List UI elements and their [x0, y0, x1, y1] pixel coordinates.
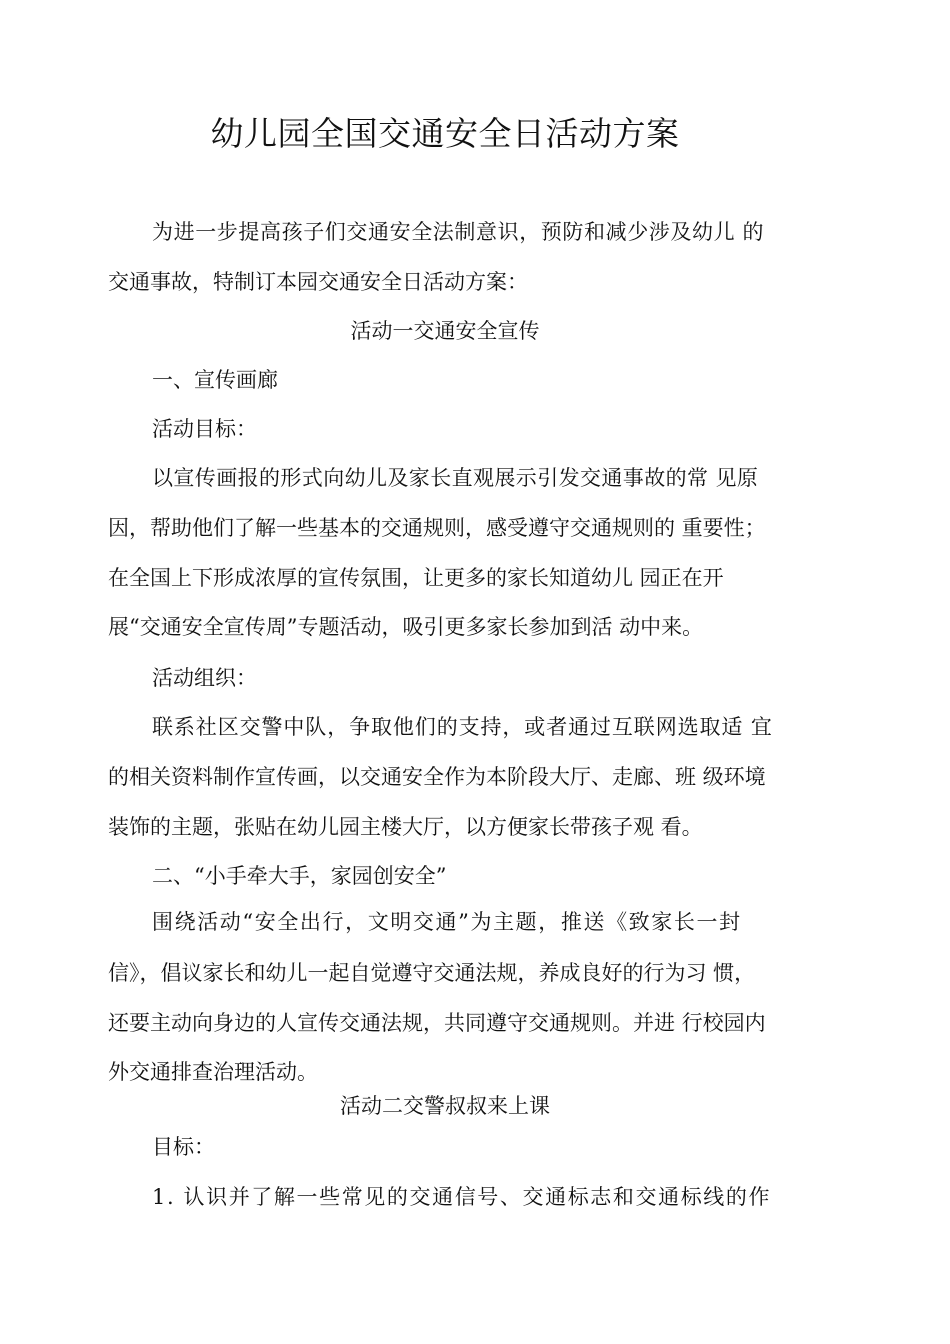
list-item: 1. 认识并了解一些常见的交通信号、交通标志和交通标线的作	[152, 1185, 772, 1209]
paragraph-line: 的相关资料制作宣传画，以交通安全作为本阶段大厅、走廊、班 级环境	[108, 765, 766, 789]
subsection-heading: 一、宣传画廊	[152, 368, 278, 392]
label-line: 目标：	[152, 1135, 215, 1159]
document-title: 幼儿园全国交通安全日活动方案	[210, 114, 680, 153]
paragraph-line: 以宣传画报的形式向幼儿及家长直观展示引发交通事故的常 见原	[152, 466, 759, 490]
paragraph-line: 装饰的主题，张贴在幼儿园主楼大厅，以方便家长带孩子观 看。	[108, 815, 703, 839]
paragraph-line: 围绕活动“安全出行，文明交通”为主题，推送《致家长一封	[152, 910, 742, 934]
paragraph-line: 展“交通安全宣传周”专题活动，吸引更多家长参加到活 动中来。	[108, 615, 704, 639]
label-line: 活动目标：	[152, 417, 257, 441]
paragraph-line: 在全国上下形成浓厚的宣传氛围，让更多的家长知道幼儿 园正在开	[108, 566, 724, 590]
paragraph-line: 交通事故，特制订本园交通安全日活动方案：	[108, 270, 528, 294]
paragraph-line: 为进一步提高孩子们交通安全法制意识，预防和减少涉及幼儿 的	[152, 220, 765, 244]
label-line: 活动组织：	[152, 666, 257, 690]
paragraph-line: 还要主动向身边的人宣传交通法规，共同遵守交通规则。并进 行校园内	[108, 1011, 766, 1035]
paragraph-line: 因，帮助他们了解一些基本的交通规则，感受遵守交通规则的 重要性；	[108, 516, 766, 540]
paragraph-line: 外交通排查治理活动。	[108, 1060, 318, 1084]
paragraph-line: 联系社区交警中队，争取他们的支持，或者通过互联网选取适 宜	[152, 715, 773, 739]
paragraph-line: 信》，倡议家长和幼儿一起自觉遵守交通法规，养成良好的行为习 惯，	[108, 961, 756, 985]
subsection-heading: 二、“小手牵大手，家园创安全”	[152, 864, 447, 888]
section-heading: 活动二交警叔叔来上课	[340, 1094, 550, 1118]
section-heading: 活动一交通安全宣传	[350, 319, 540, 343]
